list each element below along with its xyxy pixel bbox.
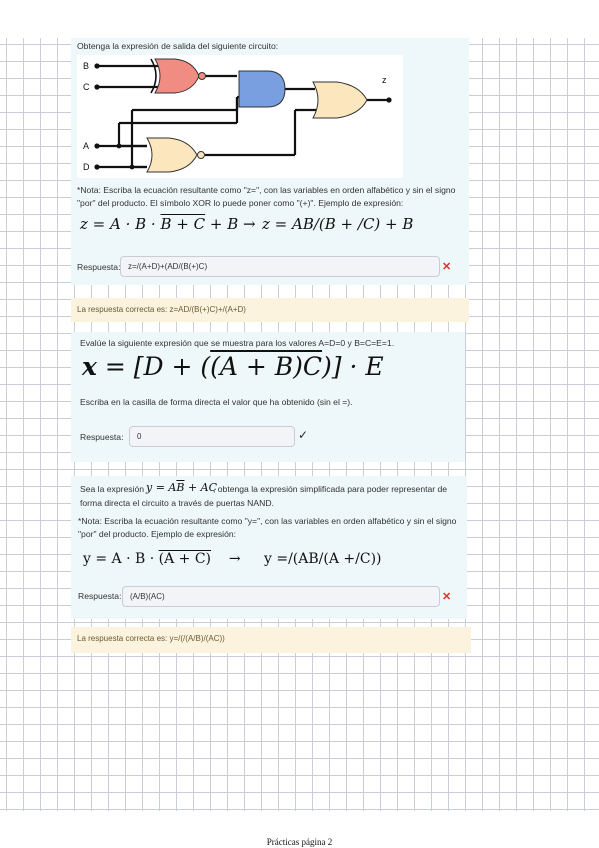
question1-note-line1: *Nota: Escriba la ecuación resultante como "z=", con las variables en orden alfabético y sin el signo [77,185,456,195]
page-footer: Prácticas página 2 [266,837,333,847]
circuit-diagram [77,55,403,178]
question1-answer-field[interactable]: z=/(A+D)+(AD/(B(+)C) [120,256,440,277]
x-mark-icon: ✕ [442,261,452,273]
question3-example-left: y = A · B · (A + C) → [83,551,241,567]
question3-prompt-line2: forma directa el circuito a través de puertas NAND. [80,498,274,508]
question2-answer-field[interactable]: 0 [129,426,295,447]
question3-example-right: y =/(AB/(A +/C)) [264,551,382,567]
label-d: D [83,162,90,172]
label-a: A [83,141,90,151]
question1-correct-answer: La respuesta correcta es: z=AD/(B(+)C)+/(A+D) [71,298,469,322]
question3-correct-answer: La respuesta correcta es: y=/(/(A/B)/(AC)) [71,627,471,653]
question1-note-line2: "por" del producto. El símbolo XOR lo puede poner como "(+)". Ejemplo de expresión: [77,198,404,208]
circuit-svg [77,55,403,178]
question3-prompt-suffix: , obtenga la expresión simplificada para poder representar de [213,484,448,494]
label-c: C [83,82,90,92]
question3-expression: $y = A\overline{B}$ + AC [146,481,218,494]
question2-instruction: Escriba en la casilla de forma directa el valor que ha obtenido (sin el =). [80,397,353,407]
check-mark-icon: ✓ [298,428,309,442]
question1-answer-label: Respuesta: [77,262,121,272]
question3-answer-label: Respuesta: [78,591,122,601]
question1-example-left: z = A · B · B + C + B → [80,215,256,233]
question2-expression: x = [D + ((A + B)C)] · E [82,352,384,381]
question1-example-right: z = AB/(B + /C) + B [262,215,414,233]
question1-prompt: Obtenga la expresión de salida del siguiente circuito: [77,41,279,51]
label-b: B [83,61,90,71]
question3-answer-field[interactable]: (A/B)(AC) [122,586,440,607]
question2-answer-label: Respuesta: [80,432,124,442]
x-mark-icon: ✕ [442,591,452,603]
question3-prompt-prefix: Sea la expresión [80,484,145,494]
question2-prompt: Evalúe la siguiente expresión que se muestra para los valores A=D=0 y B=C=E=1. [80,338,395,348]
question3-note-line2: "por" del producto. Ejemplo de expresión: [78,529,237,539]
question3-note-line1: *Nota: Escriba la ecuación resultante como "y=", con las variables en orden alfabético y sin el signo [78,516,457,526]
label-z: z [382,75,387,85]
